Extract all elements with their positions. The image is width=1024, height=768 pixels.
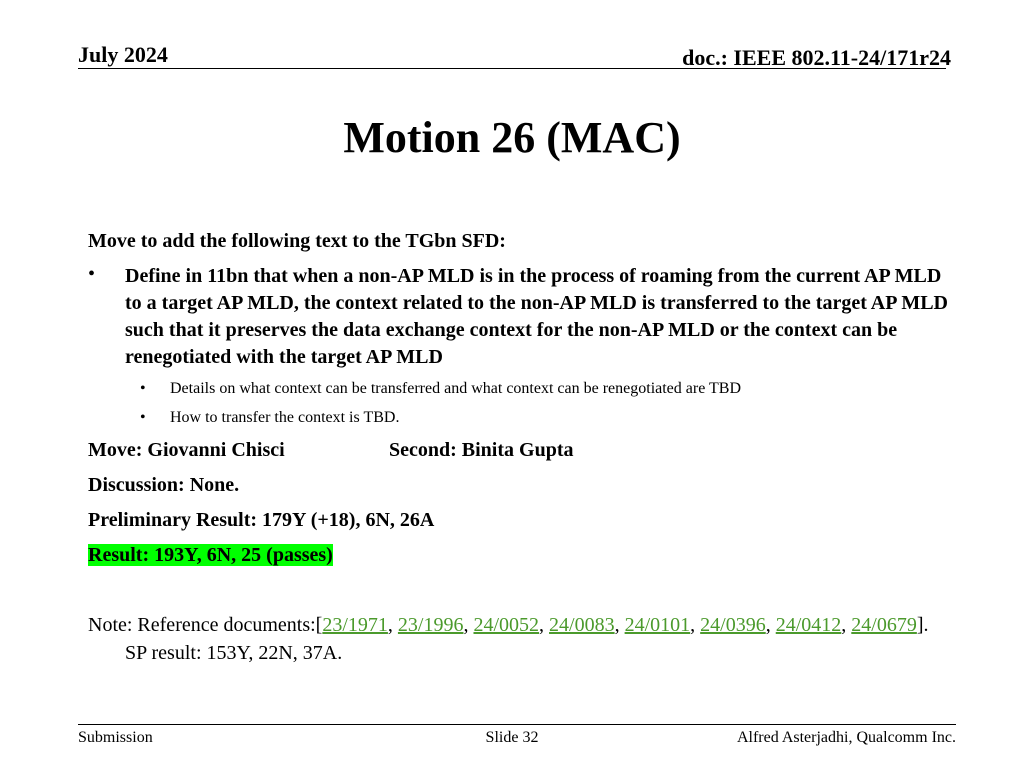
motion-bullet <box>88 263 948 371</box>
sub-bullet <box>88 407 948 429</box>
reference-link[interactable]: 24/0679 <box>851 614 917 636</box>
header-rule <box>78 68 946 69</box>
footer-rule <box>78 724 956 725</box>
note-suffix: ]. SP result: 153Y, 22N, 37A. <box>125 614 929 664</box>
bullet-mark: • <box>88 263 96 285</box>
footer-author: Alfred Asterjadhi, Qualcomm Inc. <box>736 729 956 746</box>
footer-submission: Submission <box>78 729 153 746</box>
move-second-row <box>88 437 948 464</box>
header-date: July 2024 <box>78 42 168 67</box>
seconder: Second: Binita Gupta <box>389 439 574 461</box>
sub-bullet-text: Details on what context can be transferred and what context can be renegotiated are TBD <box>170 380 742 397</box>
reference-link[interactable]: 23/1971 <box>322 614 388 636</box>
bullet-mark: • <box>140 409 146 426</box>
reference-link[interactable]: 24/0101 <box>624 614 691 636</box>
motion-bullet-text: Define in 11bn that when a non-AP MLD is in the process of roaming from the current AP MLD to a target AP MLD, the context related to the non-AP MLD is transferred to the target AP MLD such that it preserves the data exchange context for the non-AP MLD or the context can be renegotiated with the target AP MLD <box>125 265 948 368</box>
mover: Move: Giovanni Chisci <box>88 439 285 461</box>
sub-bullet-text: How to transfer the context is TBD. <box>170 409 400 426</box>
reference-note: Note: Reference documents:[23/1971, 23/1996, 24/0052, 24/0083, 24/0101, 24/0396, 24/0412, 24/0679]. SP result: 153Y, 22N, 37A. <box>88 614 929 664</box>
motion-intro: Move to add the following text to the TGbn SFD: <box>88 230 506 252</box>
slide-title: Motion 26 (MAC) <box>343 113 681 162</box>
reference-link[interactable]: 24/0083 <box>549 614 615 636</box>
preliminary-result: Preliminary Result: 179Y (+18), 6N, 26A <box>88 509 435 531</box>
reference-link[interactable]: 23/1996 <box>397 614 464 636</box>
final-result: Result: 193Y, 6N, 25 (passes) <box>88 544 333 566</box>
reference-link[interactable]: 24/0412 <box>775 614 842 636</box>
reference-link[interactable]: 24/0052 <box>473 614 540 636</box>
header-doc-id: doc.: IEEE 802.11-24/171r24 <box>682 45 951 70</box>
footer-slide-number: Slide 32 <box>485 729 539 746</box>
slide-body <box>88 228 948 667</box>
reference-link[interactable]: 24/0396 <box>700 614 766 636</box>
bullet-mark: • <box>140 380 146 397</box>
note-prefix: Note: Reference documents:[ <box>88 614 323 636</box>
sub-bullet <box>88 378 948 400</box>
discussion: Discussion: None. <box>88 474 240 496</box>
